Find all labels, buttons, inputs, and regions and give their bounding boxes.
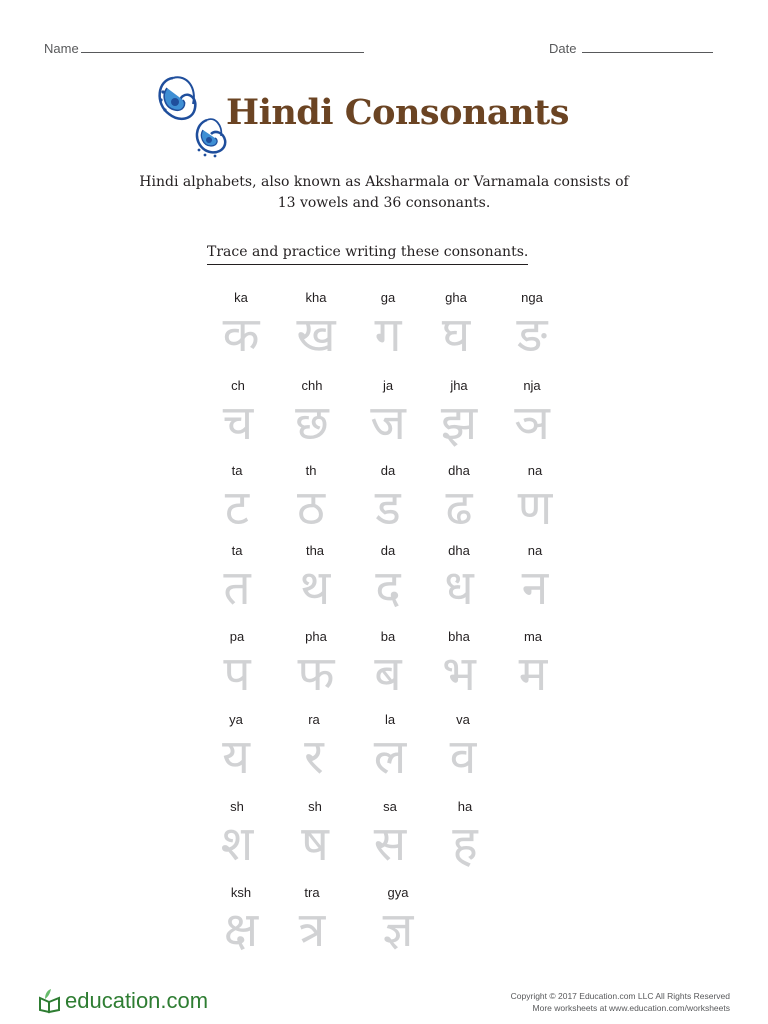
trace-letter[interactable]: घ	[441, 307, 471, 363]
trace-letter[interactable]: य	[222, 729, 250, 785]
trace-letter[interactable]: र	[304, 729, 324, 785]
consonant-cell	[423, 629, 495, 701]
more-worksheets-text: More worksheets at www.education.com/worksheets	[532, 1003, 730, 1013]
romanization: dha	[448, 543, 470, 558]
romanization: da	[380, 463, 396, 478]
trace-letter[interactable]: त	[223, 560, 251, 616]
consonant-cell	[423, 543, 495, 615]
consonant-cell	[352, 463, 424, 535]
consonant-cell	[352, 543, 424, 615]
romanization: dha	[448, 463, 470, 478]
consonant-cell	[275, 463, 347, 535]
romanization: ma	[523, 629, 543, 644]
romanization: ra	[308, 712, 320, 727]
romanization: jha	[450, 378, 468, 393]
trace-letter[interactable]: ष	[301, 816, 329, 872]
romanization: tha	[305, 543, 325, 558]
consonant-cell	[352, 378, 424, 450]
trace-letter[interactable]: ज	[370, 395, 406, 451]
instruction-heading: Trace and practice writing these consonants.	[207, 244, 528, 265]
trace-letter[interactable]: द	[375, 560, 401, 616]
trace-letter[interactable]: म	[518, 646, 548, 702]
romanization: gha	[445, 290, 467, 305]
romanization: na	[527, 543, 543, 558]
consonant-cell	[202, 378, 274, 450]
page-title: Hindi Consonants	[226, 92, 569, 133]
consonant-cell	[278, 712, 350, 784]
romanization: nga	[521, 290, 543, 305]
consonant-cell	[429, 799, 501, 871]
romanization: pa	[229, 629, 245, 644]
consonant-cell	[279, 543, 351, 615]
book-leaf-icon	[37, 988, 63, 1014]
consonant-cell	[427, 712, 499, 784]
intro-line-2: 13 vowels and 36 consonants.	[277, 195, 491, 211]
trace-letter[interactable]: क	[222, 307, 260, 363]
consonant-cell	[352, 290, 424, 362]
romanization: th	[305, 463, 317, 478]
name-label: Name	[44, 41, 79, 56]
consonant-cell	[362, 885, 434, 957]
romanization: ta	[231, 543, 243, 558]
consonant-cell	[420, 290, 492, 362]
consonant-cell	[276, 885, 348, 957]
consonant-cell	[205, 885, 277, 957]
consonant-cell	[354, 712, 426, 784]
romanization: ja	[382, 378, 394, 393]
consonant-cell	[200, 712, 272, 784]
consonant-cell	[423, 463, 495, 535]
romanization: ch	[231, 378, 245, 393]
romanization: gya	[387, 885, 409, 900]
trace-letter[interactable]: च	[222, 395, 254, 451]
trace-letter[interactable]: क्ष	[223, 902, 259, 958]
consonant-cell	[423, 378, 495, 450]
consonant-cell	[280, 290, 352, 362]
footer	[511, 990, 730, 1014]
trace-letter[interactable]: ड	[375, 480, 401, 536]
romanization: ka	[234, 290, 248, 305]
romanization: pha	[305, 629, 327, 644]
consonant-cell	[497, 629, 569, 701]
logo-text: education.com	[65, 988, 209, 1013]
trace-letter[interactable]: झ	[440, 395, 478, 451]
trace-letter[interactable]: ठ	[297, 480, 325, 536]
consonant-cell	[280, 629, 352, 701]
trace-letter[interactable]: ज्ञ	[382, 902, 414, 958]
trace-letter[interactable]: न	[521, 560, 549, 616]
trace-letter[interactable]: व	[449, 729, 477, 785]
trace-letter[interactable]: ब	[374, 646, 402, 702]
trace-letter[interactable]: ह	[452, 816, 478, 872]
intro-line-1: Hindi alphabets, also known as Aksharmala or Varnamala consists of	[139, 174, 629, 190]
romanization: da	[380, 543, 396, 558]
copyright-text: Copyright © 2017 Education.com LLC All Rights Reserved	[510, 991, 730, 1001]
consonant-cell	[276, 378, 348, 450]
consonant-cell	[496, 290, 568, 362]
romanization: na	[527, 463, 543, 478]
romanization: ba	[380, 629, 396, 644]
trace-letter[interactable]: ध	[444, 560, 474, 616]
consonant-cell	[352, 629, 424, 701]
trace-letter[interactable]: प	[223, 646, 251, 702]
consonant-cell	[496, 378, 568, 450]
consonant-cell	[354, 799, 426, 871]
romanization: ksh	[230, 885, 252, 900]
romanization: sh	[230, 799, 244, 814]
romanization: sa	[383, 799, 397, 814]
romanization: kha	[305, 290, 327, 305]
trace-letter[interactable]: थ	[299, 560, 331, 616]
consonant-cell	[279, 799, 351, 871]
trace-letter[interactable]: ख	[296, 307, 336, 363]
trace-letter[interactable]: श	[220, 816, 254, 872]
trace-letter[interactable]: छ	[295, 395, 329, 451]
romanization: nja	[523, 378, 541, 393]
consonant-cell	[499, 543, 571, 615]
consonant-cell	[201, 799, 273, 871]
trace-letter[interactable]: ग	[374, 307, 402, 363]
romanization: sh	[308, 799, 322, 814]
consonant-cell	[205, 290, 277, 362]
trace-letter[interactable]: ढ	[445, 480, 473, 536]
trace-letter[interactable]: भ	[442, 646, 476, 702]
romanization: chh	[301, 378, 323, 393]
consonant-cell	[201, 629, 273, 701]
romanization: bha	[448, 629, 470, 644]
trace-letter[interactable]: ञ	[514, 395, 550, 451]
trace-letter[interactable]: त्र	[298, 902, 326, 958]
consonant-cell	[201, 463, 273, 535]
romanization: ta	[231, 463, 243, 478]
trace-letter[interactable]: स	[373, 816, 407, 872]
romanization: la	[384, 712, 396, 727]
trace-letter[interactable]: ङ	[516, 307, 548, 363]
education-logo[interactable]	[37, 986, 208, 1016]
trace-letter[interactable]: ट	[224, 480, 250, 536]
romanization: ga	[380, 290, 396, 305]
romanization: va	[456, 712, 470, 727]
romanization: tra	[304, 885, 320, 900]
trace-letter[interactable]: ल	[373, 729, 407, 785]
trace-letter[interactable]: फ	[297, 646, 335, 702]
consonant-cell	[499, 463, 571, 535]
date-label: Date	[549, 41, 577, 56]
consonant-cell	[201, 543, 273, 615]
romanization: ha	[457, 799, 473, 814]
trace-letter[interactable]: ण	[517, 480, 553, 536]
romanization: ya	[229, 712, 243, 727]
